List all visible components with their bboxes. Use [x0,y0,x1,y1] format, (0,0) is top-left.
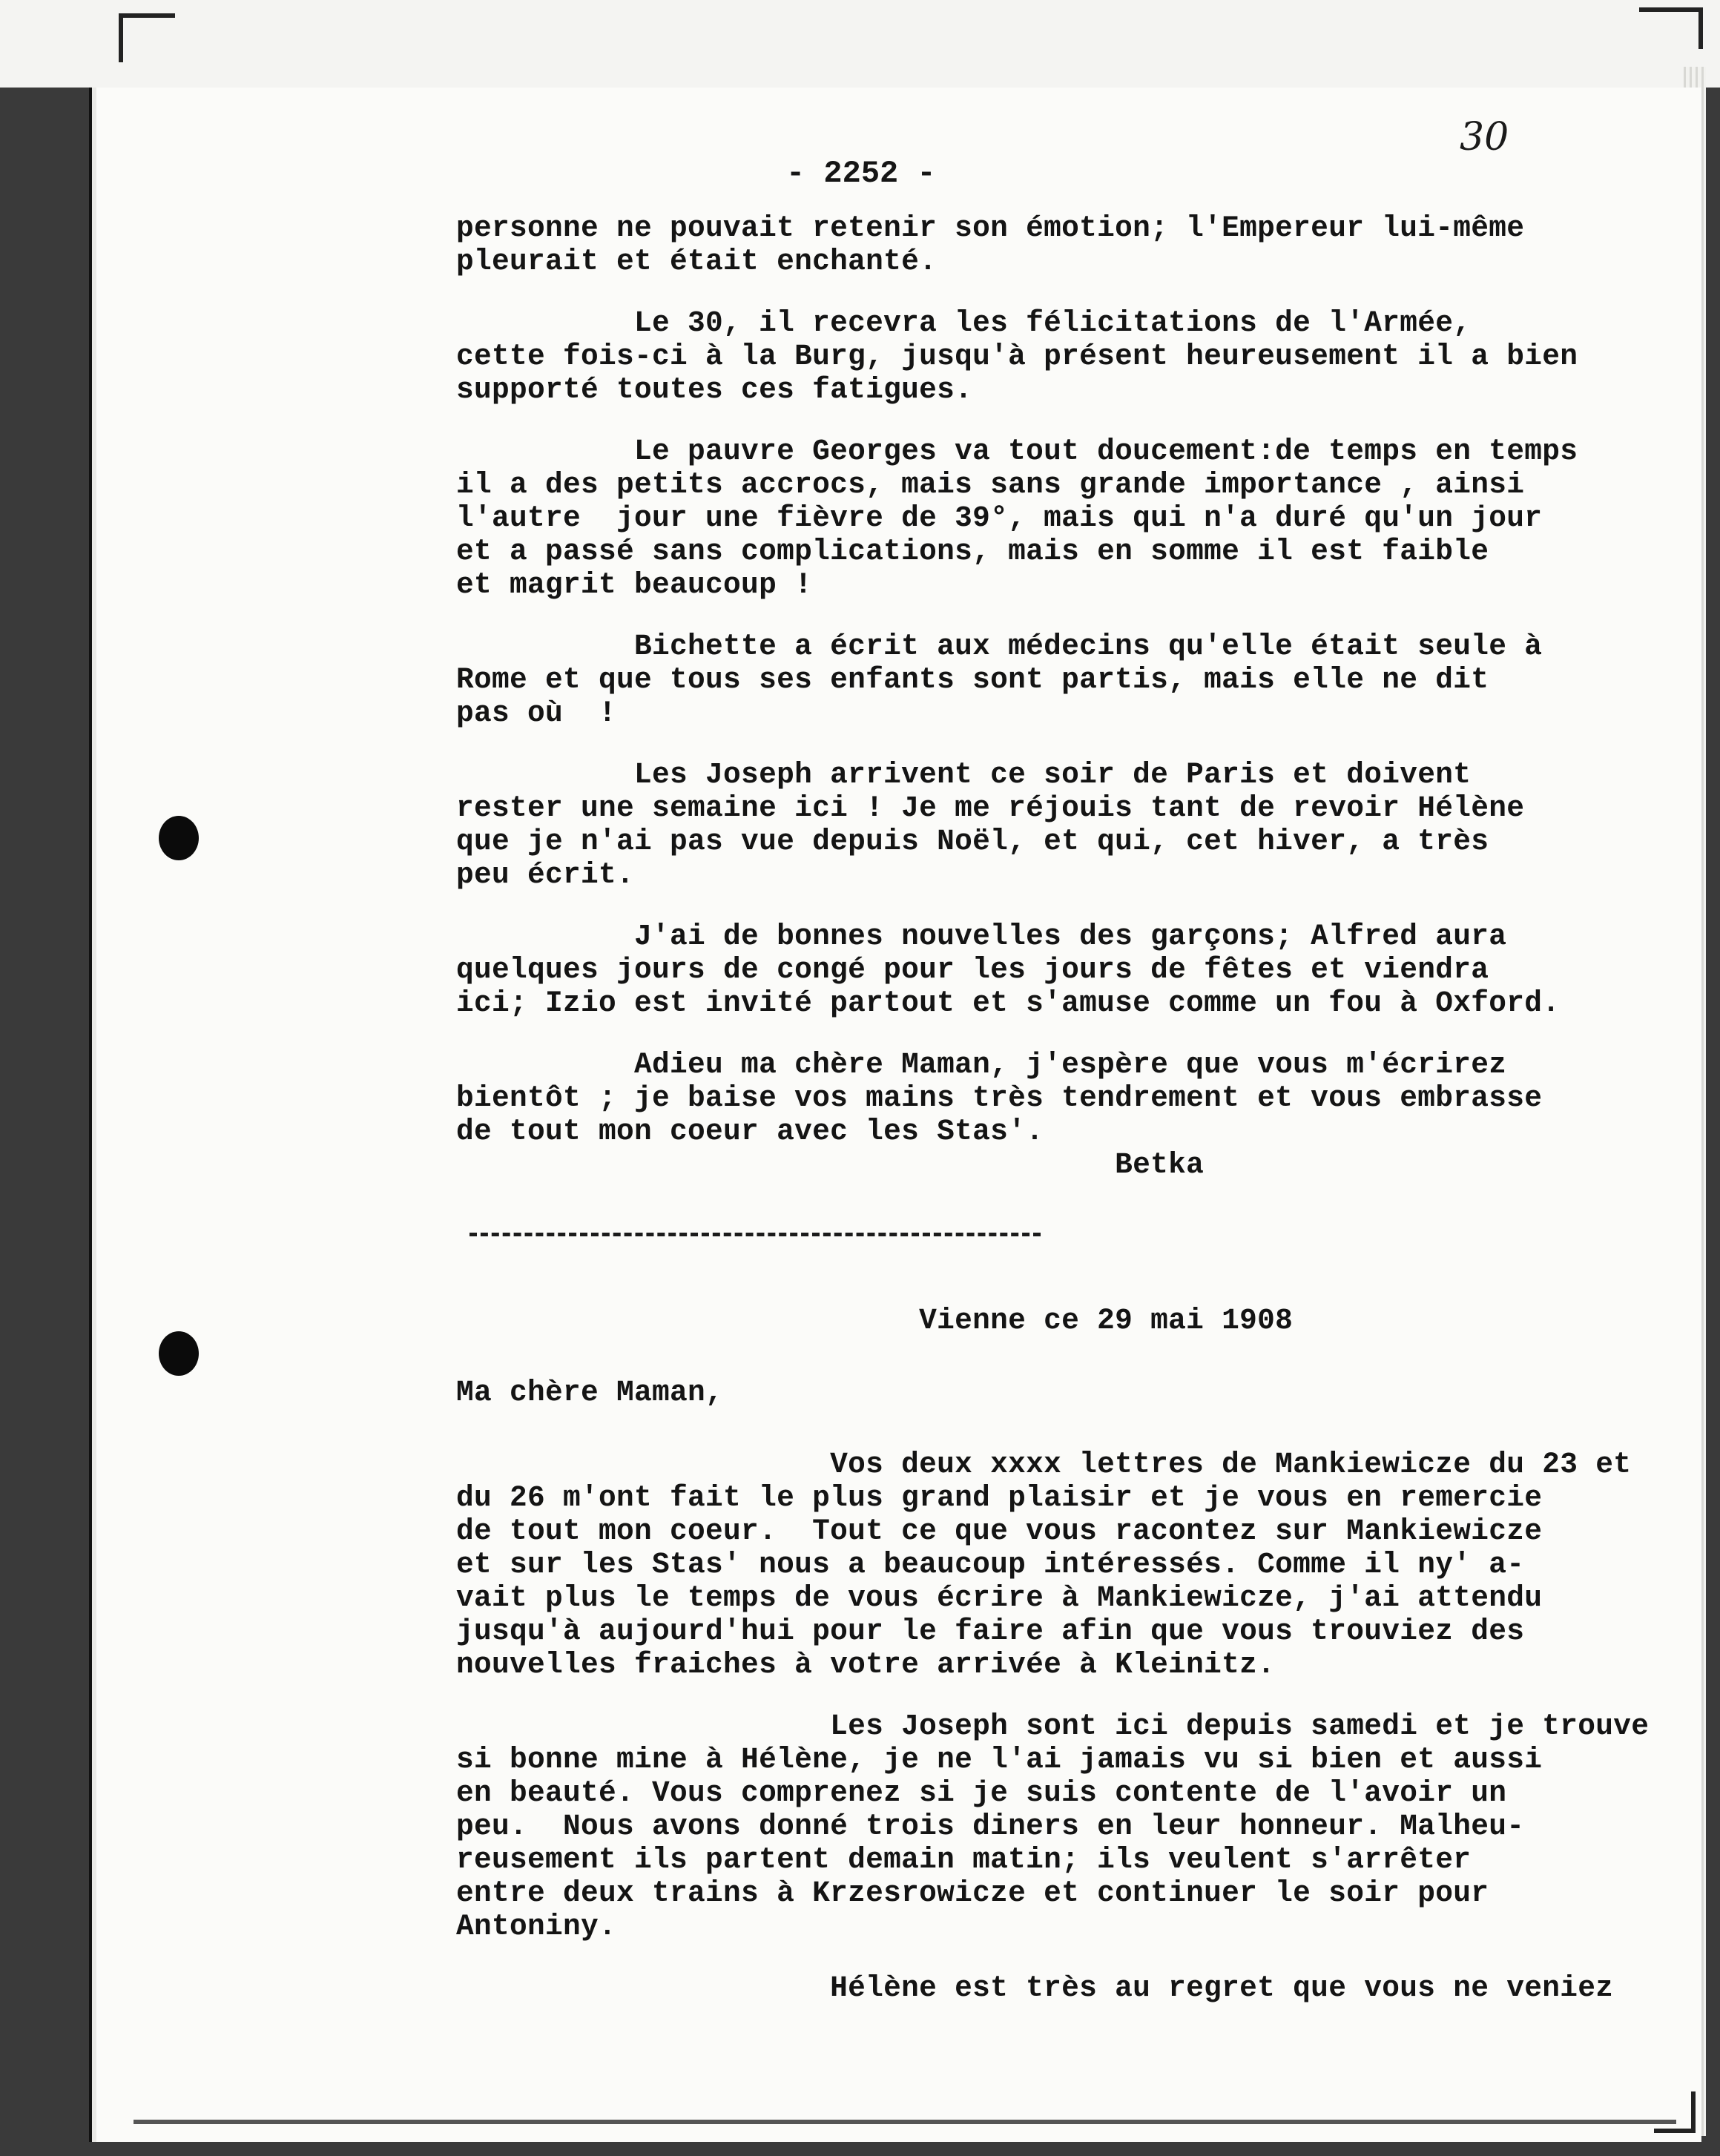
crop-mark-bottom-right [1654,2091,1696,2133]
letter-one-paragraph: Bichette a écrit aux médecins qu'elle était seule à Rome et que tous ses enfants sont partis, mais elle ne dit pas où ! [456,630,1543,730]
crop-mark-top-right [1639,7,1703,49]
letter-one-paragraph: personne ne pouvait retenir son émotion; l'Empereur lui-même pleurait et était enchanté. [456,211,1525,278]
page-bottom-edge [134,2120,1676,2124]
letter-two-body [456,1304,1658,2005]
dateline: Vienne ce 29 mai 1908 [456,1304,1294,1337]
salutation: Ma chère Maman, [456,1376,724,1409]
letter-one-paragraph: Le 30, il recevra les félicitations de l'Armée, cette fois-ci à la Burg, jusqu'à présent heureusement il a bien supporté toutes ces fatigues. [456,306,1578,406]
letter-one-closing: Adieu ma chère Maman, j'espère que vous m'écrirez bientôt ; je baise vos mains très tendrement et vous embrasse de tout mon coeur avec les Stas'. [456,1048,1543,1148]
letter-one-paragraph: J'ai de bonnes nouvelles des garçons; Alfred aura quelques jours de congé pour les jours de fêtes et viendra ici; Izio est invité partout et s'amuse comme un fou à Oxford. [456,920,1561,1020]
letter-two-paragraph: Hélène est très au regret que vous ne veniez [456,1971,1614,2005]
letter-two-paragraph: Vos deux xxxx lettres de Mankiewicze du 23 et du 26 m'ont fait le plus grand plaisir et je vous en remercie de tout mon coeur. Tout ce que vous racontez sur Mankiewicze et sur les Stas' nous a beaucoup intéressés. Comme il ny' a- vait plus le temps de vous écrire à Mankiewicze, j'ai attendu jusqu'à aujourd'hui pour le faire afin que vous trouviez des nouvelles fraiches à votre arrivée à Kleinitz. [456,1448,1632,1681]
scan-top-margin [0,0,1720,88]
handwritten-page-number: 30 [1460,115,1509,159]
letter-one-paragraph: Les Joseph arrivent ce soir de Paris et doivent rester une semaine ici ! Je me réjouis tant de revoir Hélène que je n'ai pas vue depuis Noël, et qui, cet hiver, a très peu écrit. [456,758,1525,891]
crop-mark-top-left [119,13,175,62]
typed-page-header: - 2252 - [786,156,936,191]
letter-one-body [456,211,1658,1181]
signature: Betka [456,1148,1205,1181]
letter-one-paragraph: Le pauvre Georges va tout doucement:de temps en temps il a des petits accrocs, mais sans grande importance , ainsi l'autre jour une fièvre de 39°, mais qui n'a duré qu'un jour et a passé sans complications, mais en somme il est faible et magrit beaucoup ! [456,435,1578,601]
letter-separator-line [469,1233,1041,1236]
letter-two-paragraph: Les Joseph sont ici depuis samedi et je trouve si bonne mine à Hélène, je ne l'ai jamais vu si bien et aussi en beauté. Vous comprenez si je suis contente de l'avoir un peu. Nous avons donné trois diners en leur honneur. Malheu- reusement ils partent demain matin; ils veulent s'arrêter entre deux trains à Krzesrowicze et continuer le soir pour Antoniny. [456,1710,1650,1943]
punch-hole-upper [159,816,199,860]
punch-hole-lower [159,1331,199,1376]
